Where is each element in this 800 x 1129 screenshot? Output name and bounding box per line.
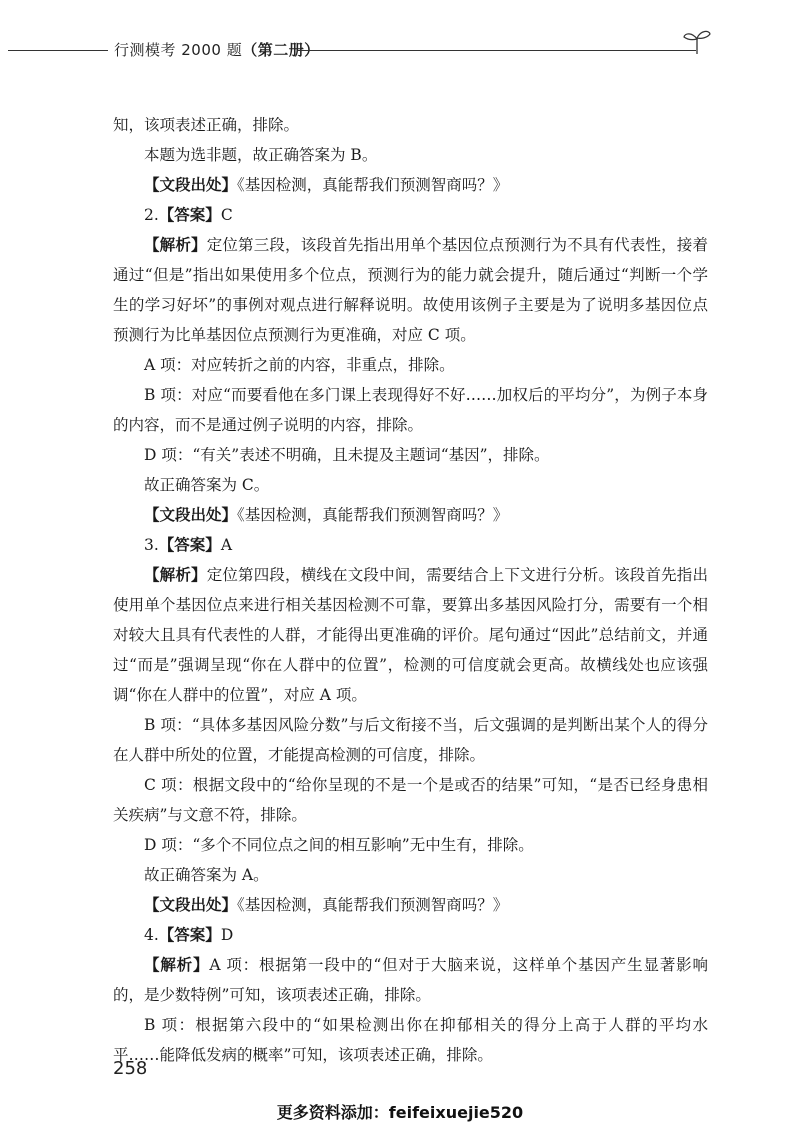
analysis-tag: 【解析】 bbox=[144, 566, 207, 584]
answer-value: D bbox=[220, 926, 234, 944]
sprout-icon bbox=[682, 28, 712, 56]
answer-line bbox=[113, 920, 708, 950]
option-note: B 项：对应“而要看他在多门课上表现得好不好……加权后的平均分”，为例子本身的内容，而不是通过例子说明的内容，排除。 bbox=[113, 386, 708, 434]
answer-explanations bbox=[113, 110, 708, 1070]
conclusion-line: 故正确答案为 C。 bbox=[144, 476, 270, 494]
question-number: 4. bbox=[144, 926, 159, 944]
header-title bbox=[114, 39, 320, 60]
answer-line bbox=[113, 530, 708, 560]
answer-tag: 【答案】 bbox=[158, 206, 221, 224]
analysis-paragraph: 【解析】A 项：根据第一段中的“但对于大脑来说，这样单个基因产生显著影响的，是少数特例”可知，该项表述正确，排除。 bbox=[113, 956, 708, 1004]
option-note: D 项：“多个不同位点之间的相互影响”无中生有，排除。 bbox=[144, 836, 534, 854]
source-line: 【文段出处】《基因检测，真能帮我们预测智商吗？》 bbox=[144, 506, 509, 524]
header-rule-right bbox=[298, 50, 696, 51]
analysis-paragraph: 【解析】定位第四段，横线在文段中间，需要结合上下文进行分析。该段首先指出使用单个基因位点来进行相关基因检测不可靠，要算出多基因风险打分，需要有一个相对较大且具有代表性的人群，才能得出更准确的评价。尾句通过“因此”总结前文，并通过“而是”强调呈现“你在人群中的位置”，检测的可信度就会更高。故横线处也应该强调“你在人群中的位置”，对应 A 项。 bbox=[113, 566, 708, 704]
answer-tag: 【答案】 bbox=[158, 926, 221, 944]
option-note: B 项：根据第六段中的“如果检测出你在抑郁相关的得分上高于人群的平均水平……能降低发病的概率”可知，该项表述正确，排除。 bbox=[113, 1016, 708, 1064]
question-number: 2. bbox=[144, 206, 159, 224]
analysis-tag: 【解析】 bbox=[144, 236, 207, 254]
page-number: 258 bbox=[113, 1058, 148, 1079]
conclusion-line: 故正确答案为 A。 bbox=[144, 866, 269, 884]
source-tag: 【文段出处】 bbox=[144, 896, 238, 914]
option-note: D 项：“有关”表述不明确，且未提及主题词“基因”，排除。 bbox=[144, 446, 550, 464]
footer-watermark-note: 更多资料添加：feifeixuejie520 bbox=[276, 1103, 524, 1122]
source-tag: 【文段出处】 bbox=[144, 506, 238, 524]
source-line: 【文段出处】《基因检测，真能帮我们预测智商吗？》 bbox=[144, 176, 509, 194]
option-note: A 项：对应转折之前的内容，非重点，排除。 bbox=[144, 356, 455, 374]
analysis-paragraph: 【解析】定位第三段，该段首先指出用单个基因位点预测行为不具有代表性，接着通过“但是”指出如果使用多个位点，预测行为的能力就会提升，随后通过“判断一个学生的学习好坏”的事例对观点进行解释说明。故使用该例子主要是为了说明多基因位点预测行为比单基因位点预测行为更准确，对应 C 项。 bbox=[113, 236, 708, 344]
answer-tag: 【答案】 bbox=[158, 536, 221, 554]
running-header bbox=[0, 38, 800, 62]
book-title: 行测模考 2000 题 bbox=[114, 41, 243, 59]
analysis-tag: 【解析】 bbox=[144, 956, 210, 974]
answer-value: A bbox=[220, 536, 233, 554]
source-tag: 【文段出处】 bbox=[144, 176, 238, 194]
paragraph: 知，该项表述正确，排除。 bbox=[113, 116, 300, 134]
answer-line bbox=[113, 200, 708, 230]
question-number: 3. bbox=[144, 536, 159, 554]
answer-value: C bbox=[220, 206, 233, 224]
option-note: B 项：“具体多基因风险分数”与后文衔接不当，后文强调的是判断出某个人的得分在人群中所处的位置，才能提高检测的可信度，排除。 bbox=[113, 716, 708, 764]
volume-label: （第二册） bbox=[242, 41, 320, 59]
option-note: C 项：根据文段中的“给你呈现的不是一个是或否的结果”可知，“是否已经身患相关疾病”与文意不符，排除。 bbox=[113, 776, 708, 824]
paragraph: 本题为选非题，故正确答案为 B。 bbox=[144, 146, 378, 164]
header-rule-left bbox=[8, 50, 108, 51]
source-line: 【文段出处】《基因检测，真能帮我们预测智商吗？》 bbox=[144, 896, 509, 914]
